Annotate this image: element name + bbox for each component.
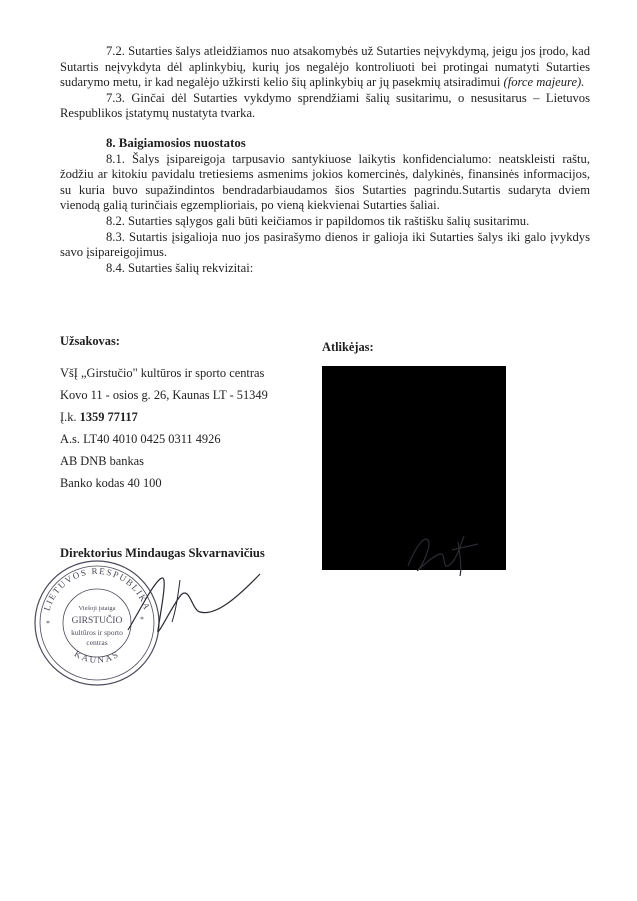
section-8-heading: 8. Baigiamosios nuostatos — [106, 135, 246, 150]
customer-bank: AB DNB bankas — [60, 454, 144, 468]
stamp-star-right-icon: * — [140, 615, 144, 624]
customer-code-prefix: Į.k. — [60, 410, 80, 424]
customer-code-value: 1359 77117 — [79, 410, 138, 424]
stamp-star-left-icon: * — [46, 619, 50, 628]
stamp-inner-line-1: Viešoji įstaiga — [78, 605, 116, 612]
clause-8-1: 8.1. Šalys įsipareigoja tarpusavio santykiuose laikytis konfidencialumo: neatskleisti raštu, žodžiu ar kitokiu pavidalu tretiesiems asmenims jokios komercinės, dalykinės, finansinės informacijos, su kuria buvo supažindintos bendradarbiaudamos šios Sutarties pagrindu.Sutartis sudaryta dviem vienodą galią turinčiais egzemplioriais, po vieną kiekvienai Sutarties šaliai. — [60, 151, 590, 213]
stamp-inner-line-3: kultūros ir sporto — [71, 628, 123, 637]
svg-text:KAUNAS — [73, 649, 122, 665]
clause-8-4: 8.4. Sutarties šalių rekvizitai: — [106, 260, 254, 275]
contractor-signature-icon — [402, 526, 482, 586]
clause-7-2-force-majeure: (force majeure). — [503, 75, 585, 90]
customer-signature-icon — [120, 560, 270, 650]
clause-7-3: 7.3. Ginčai dėl Sutarties vykdymo sprendžiami šalių susitarimu, o nesusitarus – Lietuvos Respublikos įstatymų nustatyta tvarka. — [60, 90, 590, 121]
stamp-outer-top: LIETUVOS RESPUBLIKA — [41, 565, 153, 613]
contractor-label: Atlikėjas: — [322, 340, 374, 354]
customer-name: VšĮ „Girstučio" kultūros ir sporto centras — [60, 366, 265, 380]
clause-8-2: 8.2. Sutarties sąlygos gali būti keičiamos ir papildomos tik raštišku šalių susitarimu. — [106, 213, 530, 228]
customer-account: A.s. LT40 4010 0425 0311 4926 — [60, 432, 221, 446]
customer-bank-code: Banko kodas 40 100 — [60, 476, 162, 490]
clause-8-3: 8.3. Sutartis įsigalioja nuo jos pasirašymo dienos ir galioja iki Sutarties šalys iki galo įvykdys savo įsipareigojimus. — [60, 229, 590, 260]
customer-details — [60, 330, 310, 494]
customer-code — [60, 406, 310, 428]
customer-address: Kovo 11 - osios g. 26, Kaunas LT - 51349 — [60, 388, 268, 402]
customer-signatory: Direktorius Mindaugas Skvarnavičius — [60, 546, 265, 560]
stamp-outer-bottom: KAUNAS — [72, 648, 122, 666]
customer-label: Užsakovas: — [60, 334, 120, 348]
stamp-inner-line-2: GIRSTUČIO — [71, 616, 123, 626]
clause-7-2 — [60, 44, 590, 91]
contractor-details — [322, 336, 374, 368]
stamp-inner-line-4: centras — [86, 638, 108, 647]
contract-text — [60, 44, 590, 276]
clause-7-2-text: 7.2. Sutarties šalys atleidžiamos nuo atsakomybės už Sutarties neįvykdymą, jeigu jos įrodo, kad Sutartis neįvykdyta dėl aplinkybių, kurių jos negalėjo kontroliuoti bei protingai numatyti Sutarties sudarymo metu, ir kad negalėjo užkirsti kelio šių aplinkybių ar jų pasekmių atsiradimui — [60, 44, 590, 90]
